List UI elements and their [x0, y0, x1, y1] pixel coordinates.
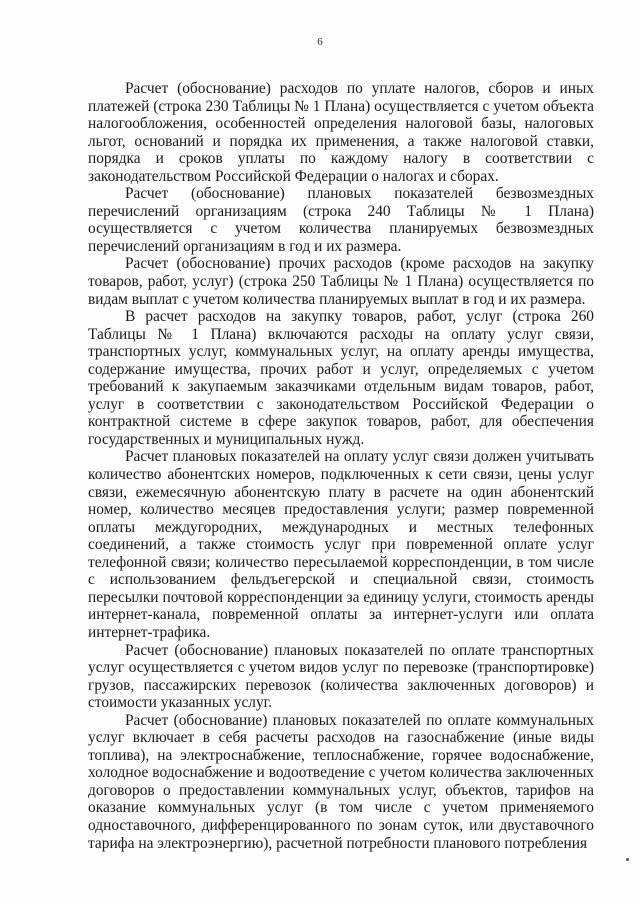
paragraph-taxes: Расчет (обоснование) расходов по уплате налогов, сборов и иных платежей (строка 230 Таблицы № 1 Плана) осуществляется с учетом объекта налогообложения, особенностей определения налоговой базы, налоговых льгот, оснований и порядка их применения, а также налоговой ставки, порядка и сроков уплаты по каждому налогу в соответствии с законодательством Российской Федерации о налогах и сборах.	[88, 80, 594, 185]
paragraph-transport-services: Расчет (обоснование) плановых показателей по оплате транспортных услуг осуществляется с учетом видов услуг по перевозке (транспортировке) грузов, пассажирских перевозок (количества заключенных договоров) и стоимости указанных услуг.	[88, 641, 594, 712]
paragraph-communication-services: Расчет плановых показателей на оплату услуг связи должен учитывать количество абонентских номеров, подключенных к сети связи, цены услуг связи, ежемесячную абонентскую плату в расчете на один абонентский номер, количество месяцев предоставления услуги; размер повременной оплаты междугородних, международных и местных телефонных соединений, а также стоимость услуг при повременной оплате услуг телефонной связи; количество пересылаемой корреспонденции, в том числе с использованием фельдъегерской и специальной связи, стоимость пересылки почтовой корреспонденции за единицу услуги, стоимость аренды интернет-канала, повременной оплаты за интернет-услуги или оплата интернет-трафика.	[88, 448, 594, 641]
page-number: 6	[317, 36, 323, 48]
scan-speck	[626, 858, 629, 861]
paragraph-procurement: В расчет расходов на закупку товаров, работ, услуг (строка 260 Таблицы № 1 Плана) включаются расходы на оплату услуг связи, транспортных услуг, коммунальных услуг, на оплату аренды имущества, содержание имущества, прочих работ и услуг, определяемых с учетом требований к закупаемым заказчиками отдельным видам товаров, работ, услуг в соответствии с законодательством Российской Федерации о контрактной системе в сфере закупок товаров, работ, для обеспечения государственных и муниципальных нужд.	[88, 308, 594, 448]
document-body	[88, 80, 594, 852]
paragraph-gratuitous-transfers: Расчет (обоснование) плановых показателей безвозмездных перечислений организациям (строка 240 Таблицы № 1 Плана) осуществляется с учетом количества планируемых безвозмездных перечислений организациям в год и их размера.	[88, 185, 594, 255]
paragraph-utility-services: Расчет (обоснование) плановых показателей по оплате коммунальных услуг включает в себя расчеты расходов на газоснабжение (иные виды топлива), на электроснабжение, теплоснабжение, горячее водоснабжение, холодное водоснабжение и водоотведение с учетом количества заключенных договоров о предоставлении коммунальных услуг, объектов, тарифов на оказание коммунальных услуг (в том числе с учетом применяемого одноставочного, дифференцированного по зонам суток, или двуставочного тарифа на электроэнергию), расчетной потребности планового потребления	[88, 711, 594, 852]
paragraph-other-expenses: Расчет (обоснование) прочих расходов (кроме расходов на закупку товаров, работ, услуг) (строка 250 Таблицы № 1 Плана) осуществляется по видам выплат с учетом количества планируемых выплат в год и их размера.	[88, 255, 594, 308]
